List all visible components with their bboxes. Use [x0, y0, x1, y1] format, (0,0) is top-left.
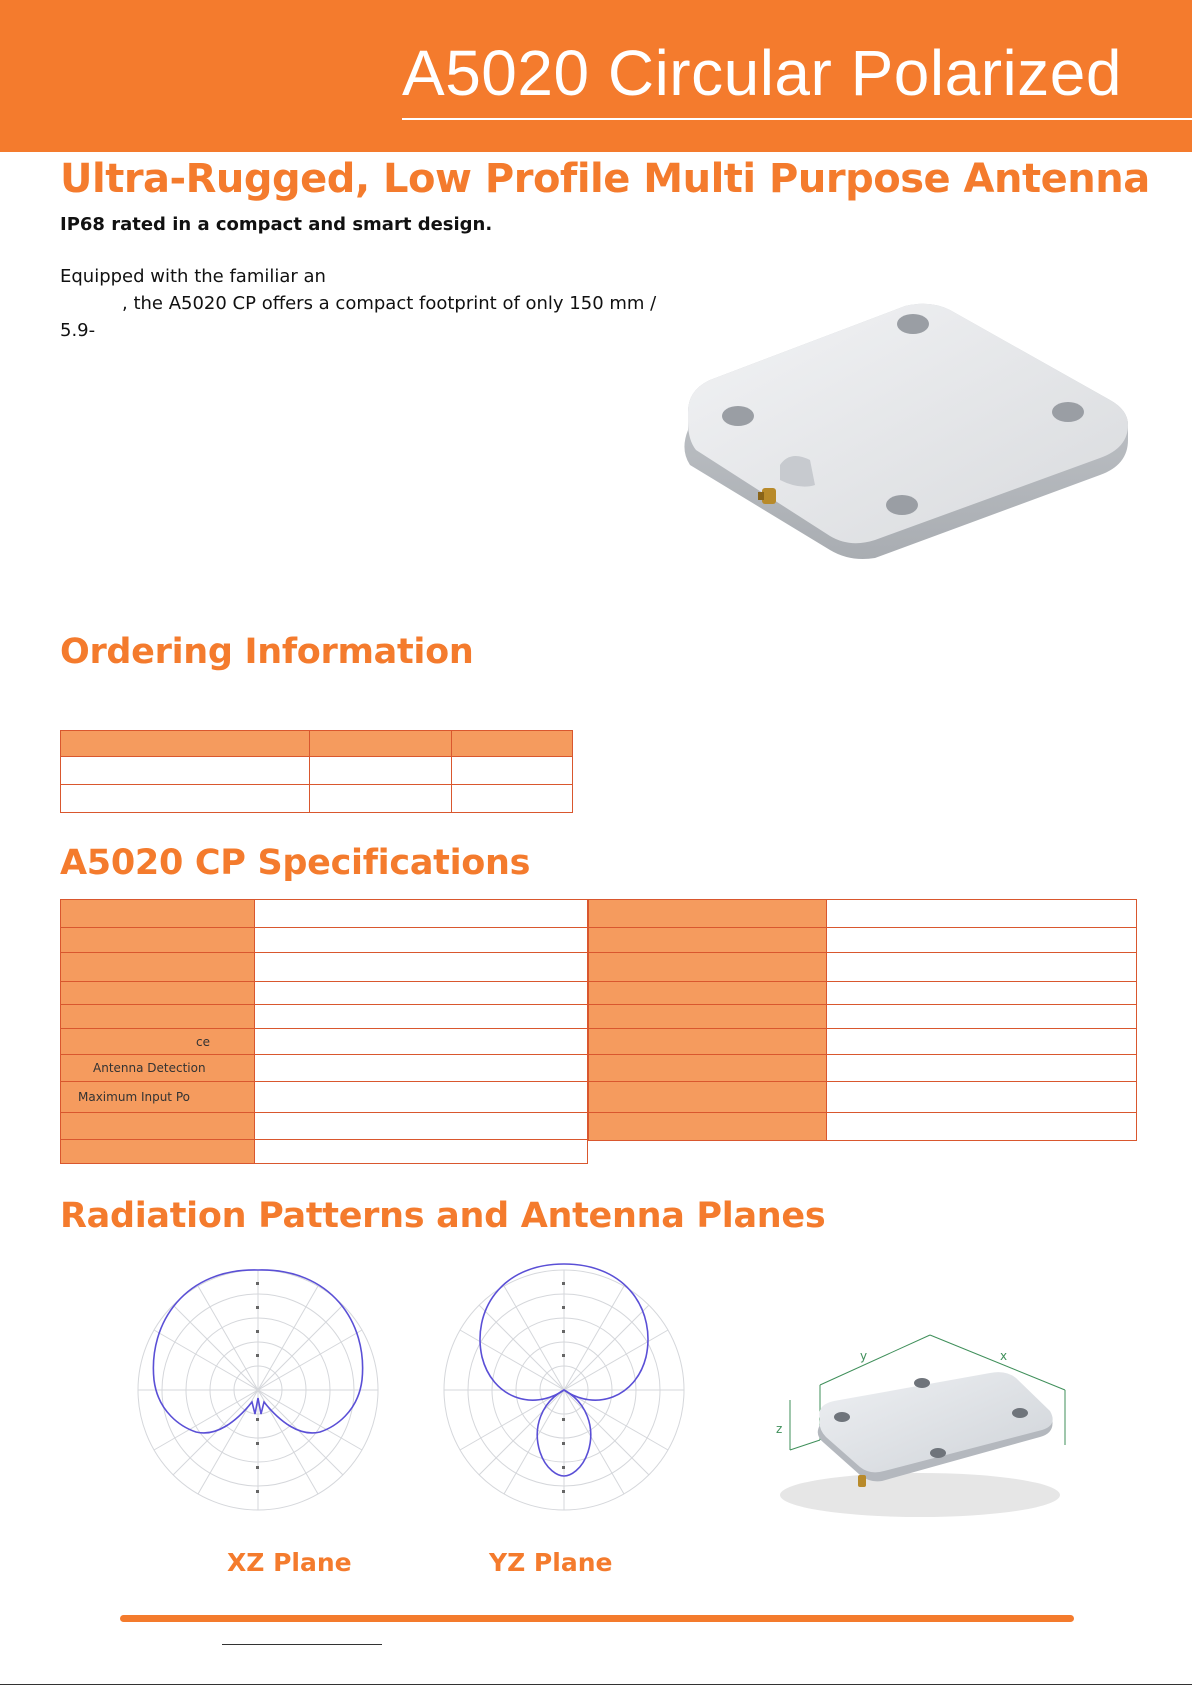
table-row: [61, 900, 588, 928]
table-cell: [452, 785, 573, 813]
table-row: [61, 1140, 588, 1164]
axis-z-label: z: [776, 1422, 783, 1436]
xz-plane-pattern: [130, 1262, 386, 1518]
table-row: [589, 1005, 1137, 1029]
table-header-row: [61, 731, 573, 757]
table-row: [61, 1082, 588, 1113]
spec-label: [589, 982, 827, 1005]
axis-x-label: x: [1000, 1349, 1008, 1363]
spec-value: [255, 900, 588, 928]
table-cell: [61, 785, 310, 813]
table-row: [61, 785, 573, 813]
spec-label: [61, 928, 255, 953]
spec-label: [589, 1055, 827, 1082]
header-rule: [402, 118, 1192, 120]
table-row: [61, 928, 588, 953]
footer-underline: [222, 1644, 382, 1645]
spec-value: [827, 1113, 1137, 1141]
page-bottom-rule: [0, 1684, 1192, 1685]
specifications-title: A5020 CP Specifications: [60, 843, 531, 883]
yz-plane-pattern: [436, 1262, 692, 1518]
spec-value: [255, 928, 588, 953]
spec-table-right: [588, 899, 1137, 1141]
intro-paragraph: [60, 263, 680, 344]
table-row: [589, 900, 1137, 928]
table-row: [589, 1055, 1137, 1082]
table-row: [589, 953, 1137, 982]
table-row: [61, 757, 573, 785]
table-header-cell: [61, 731, 310, 757]
spec-label: [589, 900, 827, 928]
intro-line-1: Equipped with the familiar an: [60, 266, 326, 287]
table-header-cell: [452, 731, 573, 757]
spec-value: [255, 953, 588, 982]
spec-label: [589, 1005, 827, 1029]
spec-value: [827, 953, 1137, 982]
spec-label: [589, 1113, 827, 1141]
spec-table-left: [60, 899, 588, 1164]
spec-label: [61, 1140, 255, 1164]
footer-bar: [120, 1615, 1074, 1622]
spec-label: [61, 1005, 255, 1029]
yz-plane-label: YZ Plane: [489, 1548, 613, 1577]
spec-value: [255, 1113, 588, 1140]
axis-y-label: y: [860, 1349, 868, 1363]
table-row: [61, 1055, 588, 1082]
spec-value: [827, 928, 1137, 953]
table-cell: [452, 757, 573, 785]
spec-label: Antenna Detection: [61, 1055, 255, 1082]
ordering-title: Ordering Information: [60, 632, 474, 672]
spec-value: [827, 1055, 1137, 1082]
table-row: [61, 982, 588, 1005]
spec-label: [589, 1029, 827, 1055]
spec-value: [827, 1005, 1137, 1029]
spec-value: [255, 1140, 588, 1164]
table-row: [61, 953, 588, 982]
antenna-product-image: [680, 300, 1140, 570]
table-row: [589, 1029, 1137, 1055]
spec-value: [827, 900, 1137, 928]
spec-value: [255, 1029, 588, 1055]
spec-label: Maximum Input Po: [61, 1082, 255, 1113]
spec-label: [589, 953, 827, 982]
xz-plane-label: XZ Plane: [227, 1548, 352, 1577]
spec-value: [827, 1029, 1137, 1055]
document-title: A5020 Circular Polarized: [402, 37, 1122, 109]
spec-value: [255, 1082, 588, 1113]
spec-label: ce: [61, 1029, 255, 1055]
table-row: [61, 1029, 588, 1055]
spec-label: [61, 982, 255, 1005]
radiation-title: Radiation Patterns and Antenna Planes: [60, 1196, 826, 1236]
spec-label: [589, 928, 827, 953]
table-row: [589, 928, 1137, 953]
ordering-table: [60, 730, 573, 813]
table-row: [61, 1113, 588, 1140]
spec-label: [61, 953, 255, 982]
intro-line-3: 5.9-: [60, 320, 96, 341]
tagline: IP68 rated in a compact and smart design.: [60, 214, 493, 235]
table-cell: [310, 757, 452, 785]
table-header-cell: [310, 731, 452, 757]
table-cell: [310, 785, 452, 813]
intro-line-2: , the A5020 CP offers a compact footprint of only 150 mm /: [122, 293, 657, 314]
spec-label: [61, 1113, 255, 1140]
table-row: [589, 1113, 1137, 1141]
spec-value: [255, 982, 588, 1005]
antenna-planes-image: [770, 1325, 1070, 1525]
table-row: [589, 1082, 1137, 1113]
spec-label: [61, 900, 255, 928]
table-row: [589, 982, 1137, 1005]
spec-value: [255, 1055, 588, 1082]
table-cell: [61, 757, 310, 785]
headline: Ultra-Rugged, Low Profile Multi Purpose Antenna: [60, 156, 1150, 202]
spec-value: [827, 982, 1137, 1005]
spec-label: [589, 1082, 827, 1113]
spec-value: [255, 1005, 588, 1029]
table-row: [61, 1005, 588, 1029]
spec-value: [827, 1082, 1137, 1113]
